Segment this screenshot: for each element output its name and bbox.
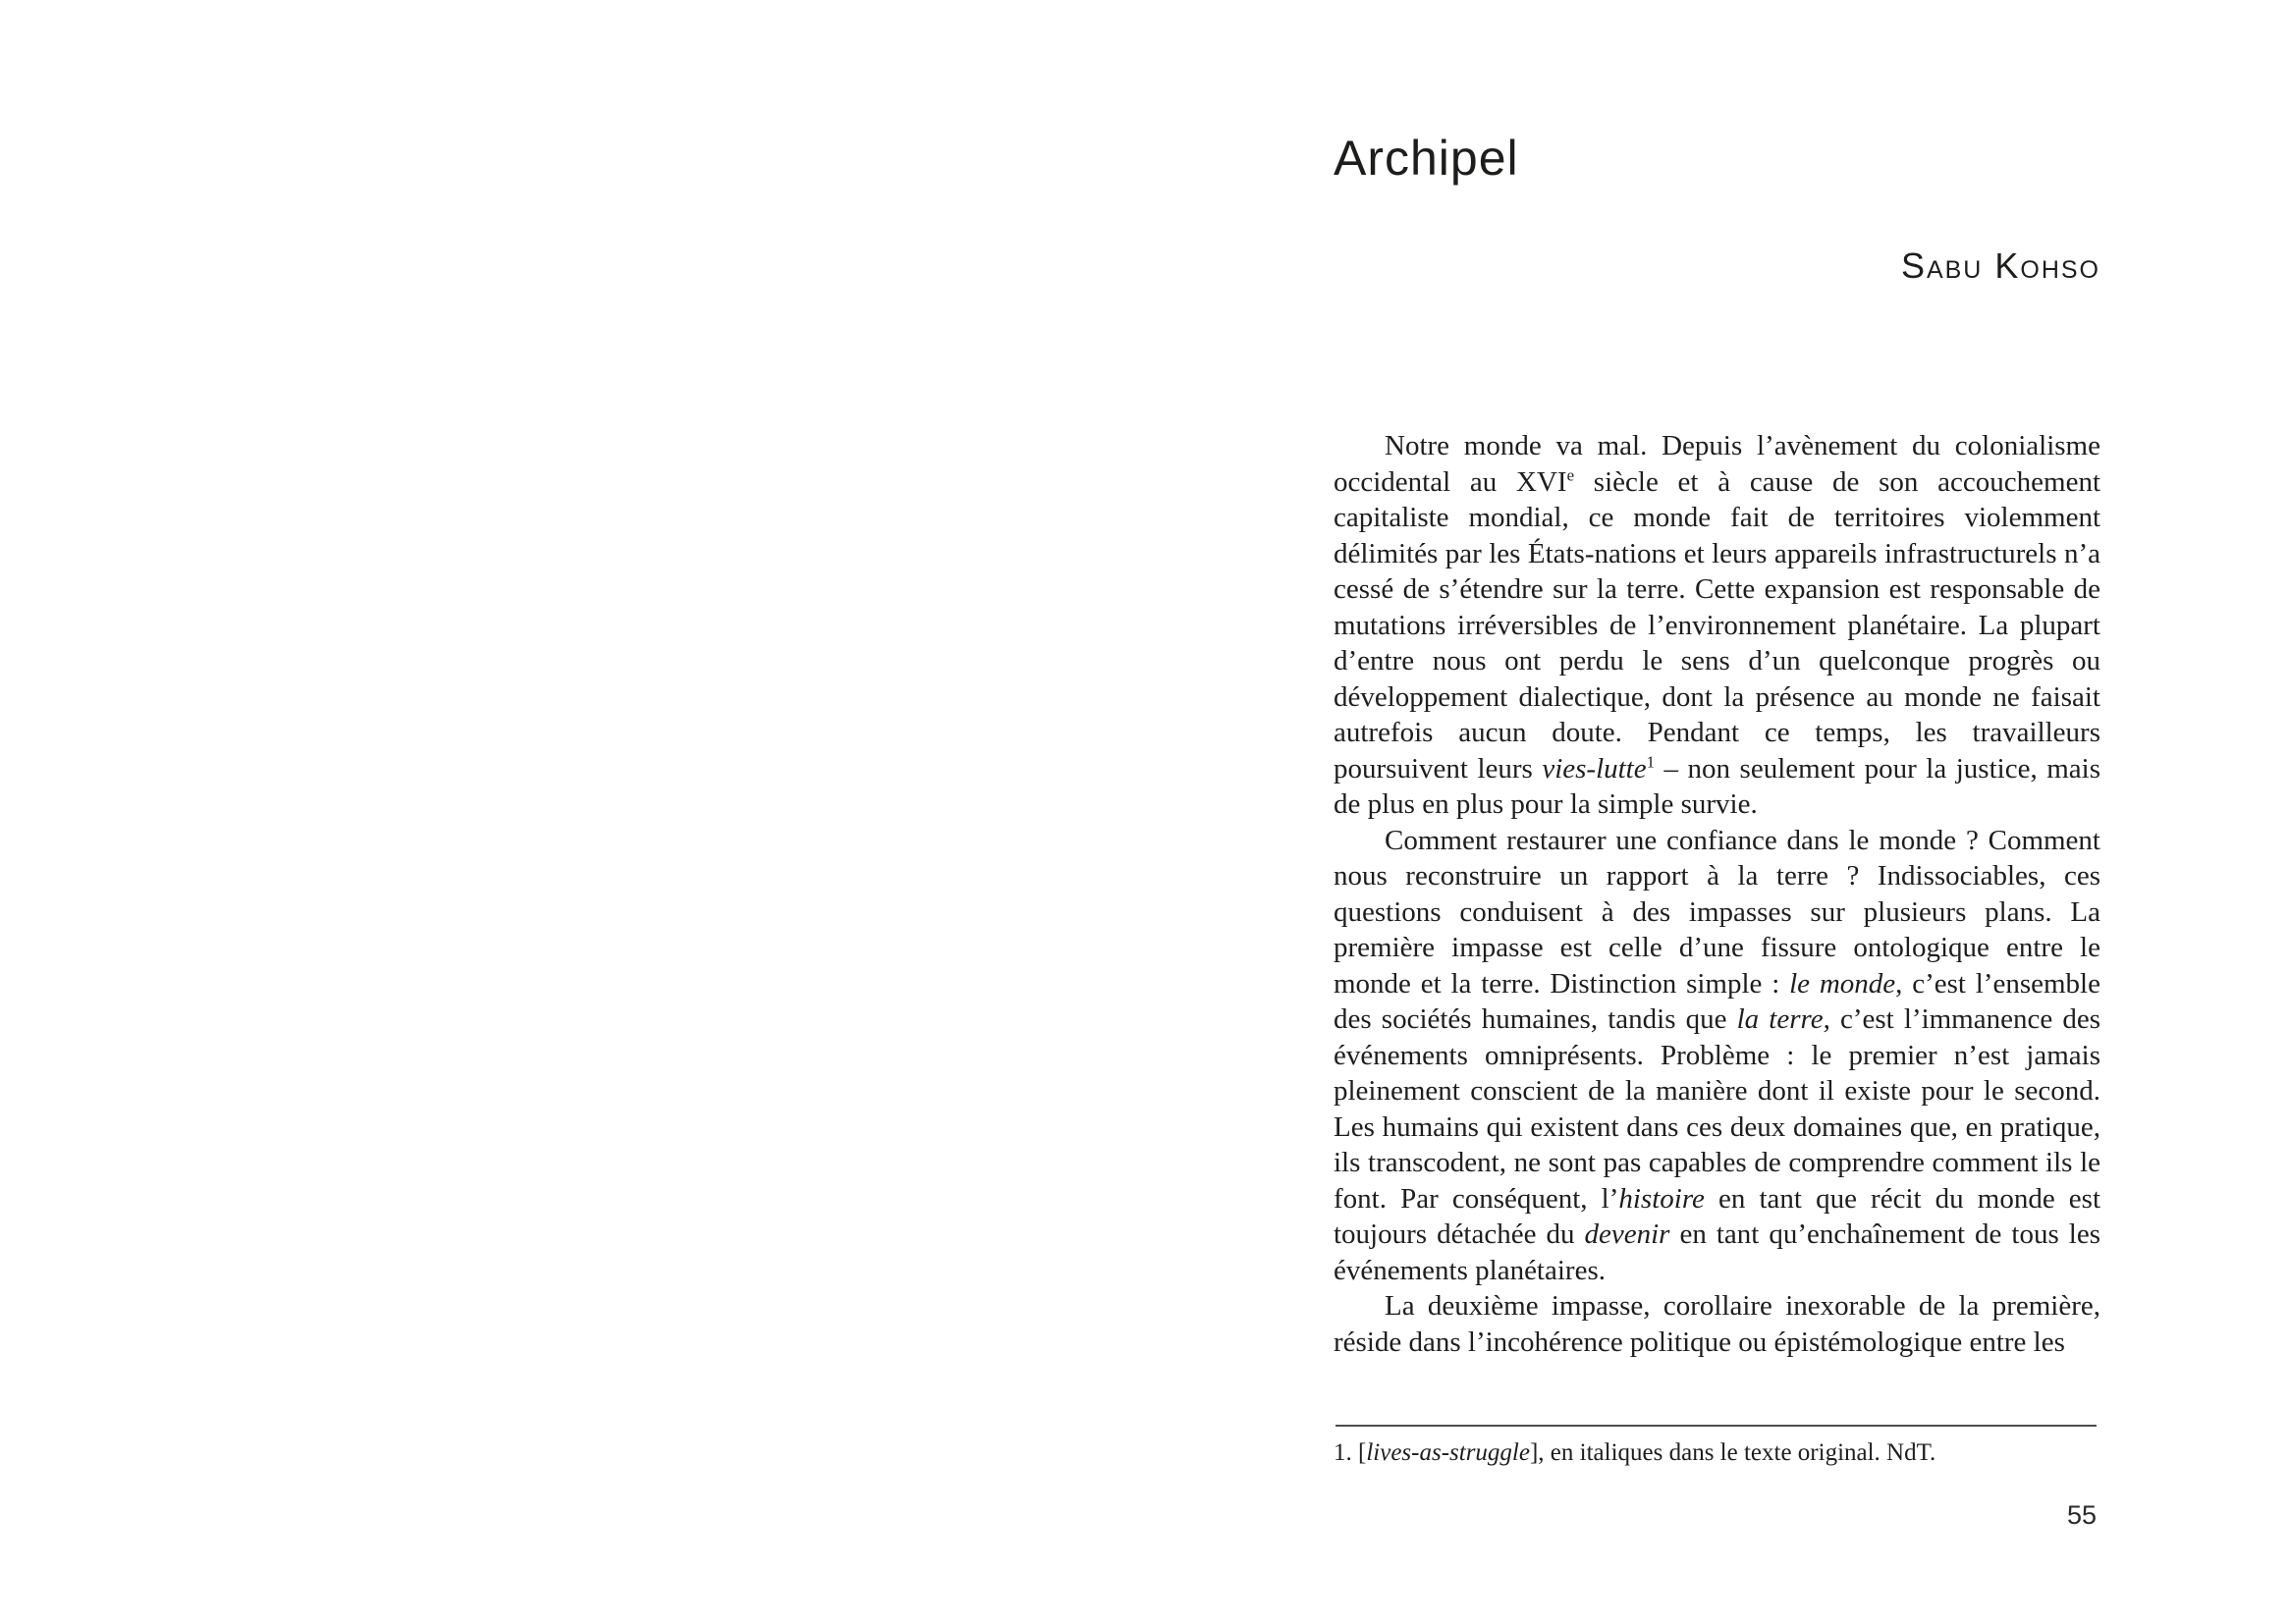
- footnote-text: 1. [lives-as-struggle], en italiques dans le texte original. NdT.: [1334, 1439, 1936, 1466]
- footnote-divider: [1335, 1425, 2097, 1427]
- paragraph-1: Notre monde va mal. Depuis l’avènement du colonialisme occidental au XVIe siècle et à cause de son accouchement capitaliste mondial, ce monde fait de territoires violemment délimités par les États-nations et leurs appareils infrastructurels n’a cessé de s’étendre sur la terre. Cette expansion est responsable de mutations irréversibles de l’environnement planétaire. La plupart d’entre nous ont perdu le sens d’un quelconque progrès ou développement dialectique, dont la présence au monde ne faisait autrefois aucun doute. Pendant ce temps, les travailleurs poursuivent leurs vies-lutte$^1$ – non seulement pour la justice, mais de plus en plus pour la simple survie.: [1334, 430, 2101, 820]
- body-text: [1334, 428, 2100, 1360]
- page-title: Archipel: [1334, 130, 1519, 186]
- author-name: Sabu Kohso: [1900, 245, 2100, 286]
- paragraph-2: Comment restaurer une confiance dans le monde ? Comment nous reconstruire un rapport à la terre ? Indissociables, ces questions conduisent à des impasses sur plusieurs plans. La première impasse est celle d’une fissure ontologique entre le monde et la terre. Distinction simple : le monde, c’est l’ensemble des sociétés humaines, tandis que la terre, c’est l’immanence des événements omniprésents. Problème : le premier n’est jamais pleinement conscient de la manière dont il existe pour le second. Les humains qui existent dans ces deux domaines que, en pratique, ils transcodent, ne sont pas capables de comprendre comment ils le font. Par conséquent, l’histoire en tant que récit du monde est toujours détachée du devenir en tant qu’enchaînement de tous les événements planétaires.: [1334, 824, 2101, 1286]
- paragraph-3: La deuxième impasse, corollaire inexorable de la première, réside dans l’incohérence politique ou épistémologique entre les: [1334, 1290, 2100, 1358]
- page-number: 55: [2066, 1500, 2097, 1530]
